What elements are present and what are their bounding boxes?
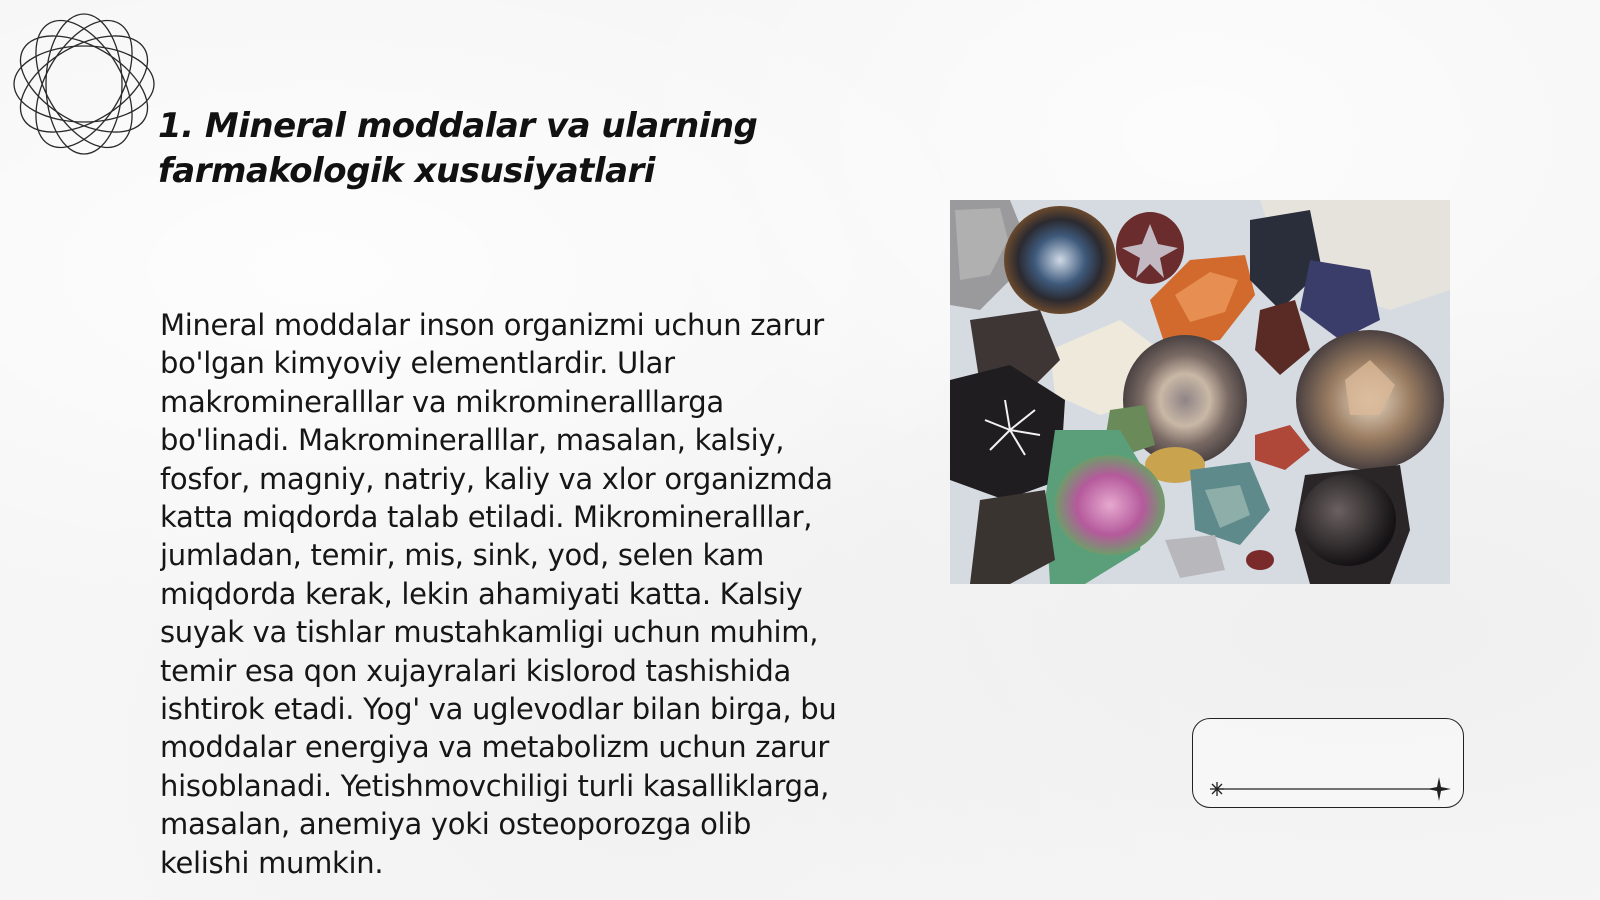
body-paragraph: Mineral moddalar inson organizmi uchun zarur bo'lgan kimyoviy elementlardir. Ular makromineralllar va mikromineralllarga bo'linadi. Makromineralllar, masalan, kalsiy, fosfor, magniy, natriy, kaliy va xlor organizmda katta miqdorda talab etiladi. Mikromineralllar, jumladan, temir, mis, sink, yod, selen kam miqdorda kerak, lekin ahamiyati katta. Kalsiy suyak va tishlar mustahkamligi uchun muhim, temir esa qon xujayralari kislorod tashishida ishtirok etadi. Yog' va uglevodlar bilan birga, bu moddalar energiya va metabolizm uchun zarur hisoblanadi. Yetishmovchiligi turli kasalliklarga, masalan, anemiya yoki osteoporozga olib kelishi mumkin. <box>160 308 837 880</box>
divider-line <box>1193 719 1465 809</box>
slide-title-line-1: 1. Mineral moddalar va ularning <box>158 106 758 146</box>
concentric-rings-icon <box>10 10 158 158</box>
caption-card <box>1192 718 1464 808</box>
slide-title-line-2: farmakologik xususiyatlari <box>158 151 655 191</box>
slide-title <box>158 104 878 194</box>
four-point-sparkle-icon <box>1427 777 1451 801</box>
minerals-photo <box>950 200 1450 584</box>
asterisk-star-icon <box>1210 782 1224 796</box>
